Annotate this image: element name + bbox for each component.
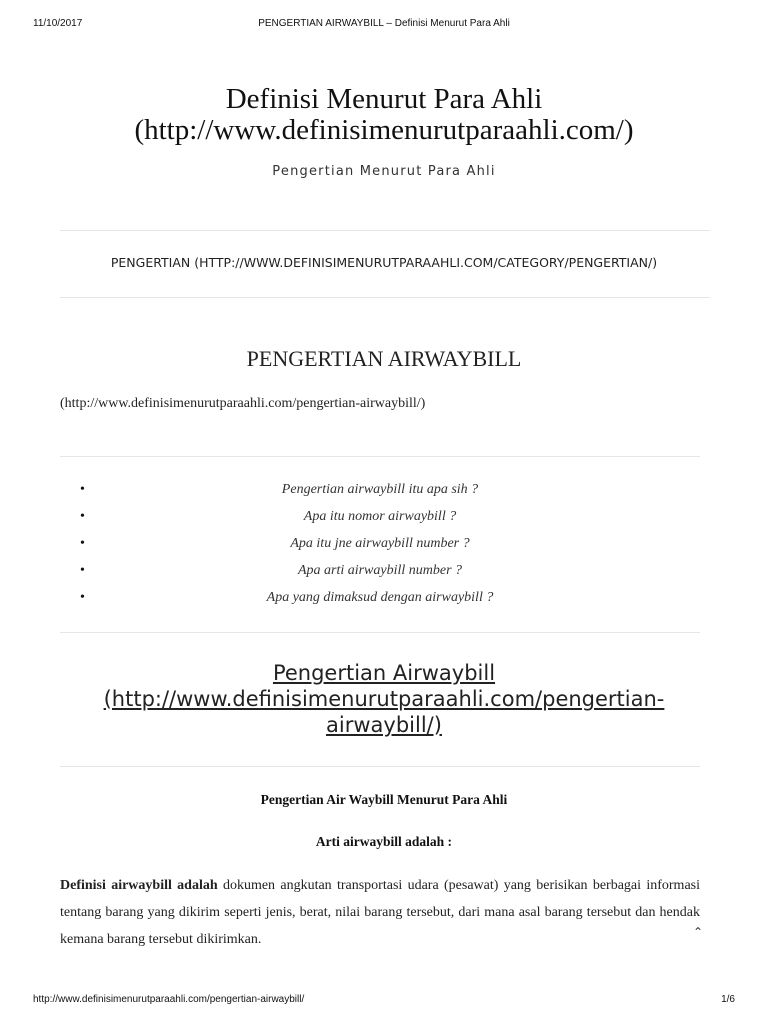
section-link-text: Pengertian Airwaybill [272,661,496,685]
site-title-link[interactable] [0,84,768,146]
print-footer-url: http://www.definisimenurutparaahli.com/pengertian-airwaybill/ [33,994,305,1005]
post-permalink[interactable]: (http://www.definisimenurutparaahli.com/pengertian-airwaybill/) [60,396,426,411]
definition-term: Definisi airwaybill adalah [60,878,218,893]
toc-item[interactable]: • Apa arti airwaybill number ? [60,561,700,588]
definition-text: dokumen angkutan transportasi udara (pesawat) yang berisikan berbagai informasi tentang barang yang dikirim seperti jenis, berat, nilai barang tersebut, dari mana asal barang tersebut dan hendak kemana barang tersebut dikirimkan. [60,878,700,947]
chevron-up-icon[interactable]: ⌃ [692,925,704,939]
nav-bottom-divider [60,297,710,298]
post-title: PENGERTIAN AIRWAYBILL [246,346,522,371]
print-page-title: PENGERTIAN AIRWAYBILL – Definisi Menurut Para Ahli [258,18,510,29]
nav-category-pengertian[interactable]: PENGERTIAN (HTTP://WWW.DEFINISIMENURUTPARAAHLI.COM/CATEGORY/PENGERTIAN/) [110,255,658,270]
table-of-contents [60,480,700,615]
toc-item[interactable]: • Apa yang dimaksud dengan airwaybill ? [60,588,700,615]
section-link-url-end: airwaybill/) [326,713,442,737]
subheading-arti: Arti airwaybill adalah : [315,834,453,849]
toc-top-divider [60,456,700,457]
definition-paragraph [60,872,700,953]
nav-top-divider [60,230,710,231]
site-tagline: Pengertian Menurut Para Ahli [272,164,496,179]
toc-item[interactable]: • Apa itu nomor airwaybill ? [60,507,700,534]
print-date: 11/10/2017 [33,18,83,29]
subheading-menurut-para-ahli: Pengertian Air Waybill Menurut Para Ahli [260,792,508,807]
toc-item[interactable]: • Apa itu jne airwaybill number ? [60,534,700,561]
site-title-url: (http://www.definisimenurutparaahli.com/) [134,114,634,146]
section-title-link[interactable] [0,660,768,738]
toc-item[interactable]: • Pengertian airwaybill itu apa sih ? [60,480,700,507]
section-link-url: (http://www.definisimenurutparaahli.com/pengertian- [103,687,665,711]
site-title-name: Definisi Menurut Para Ahli [225,83,543,115]
section-divider [60,766,700,767]
print-page-number: 1/6 [721,994,735,1005]
toc-bottom-divider [60,632,700,633]
